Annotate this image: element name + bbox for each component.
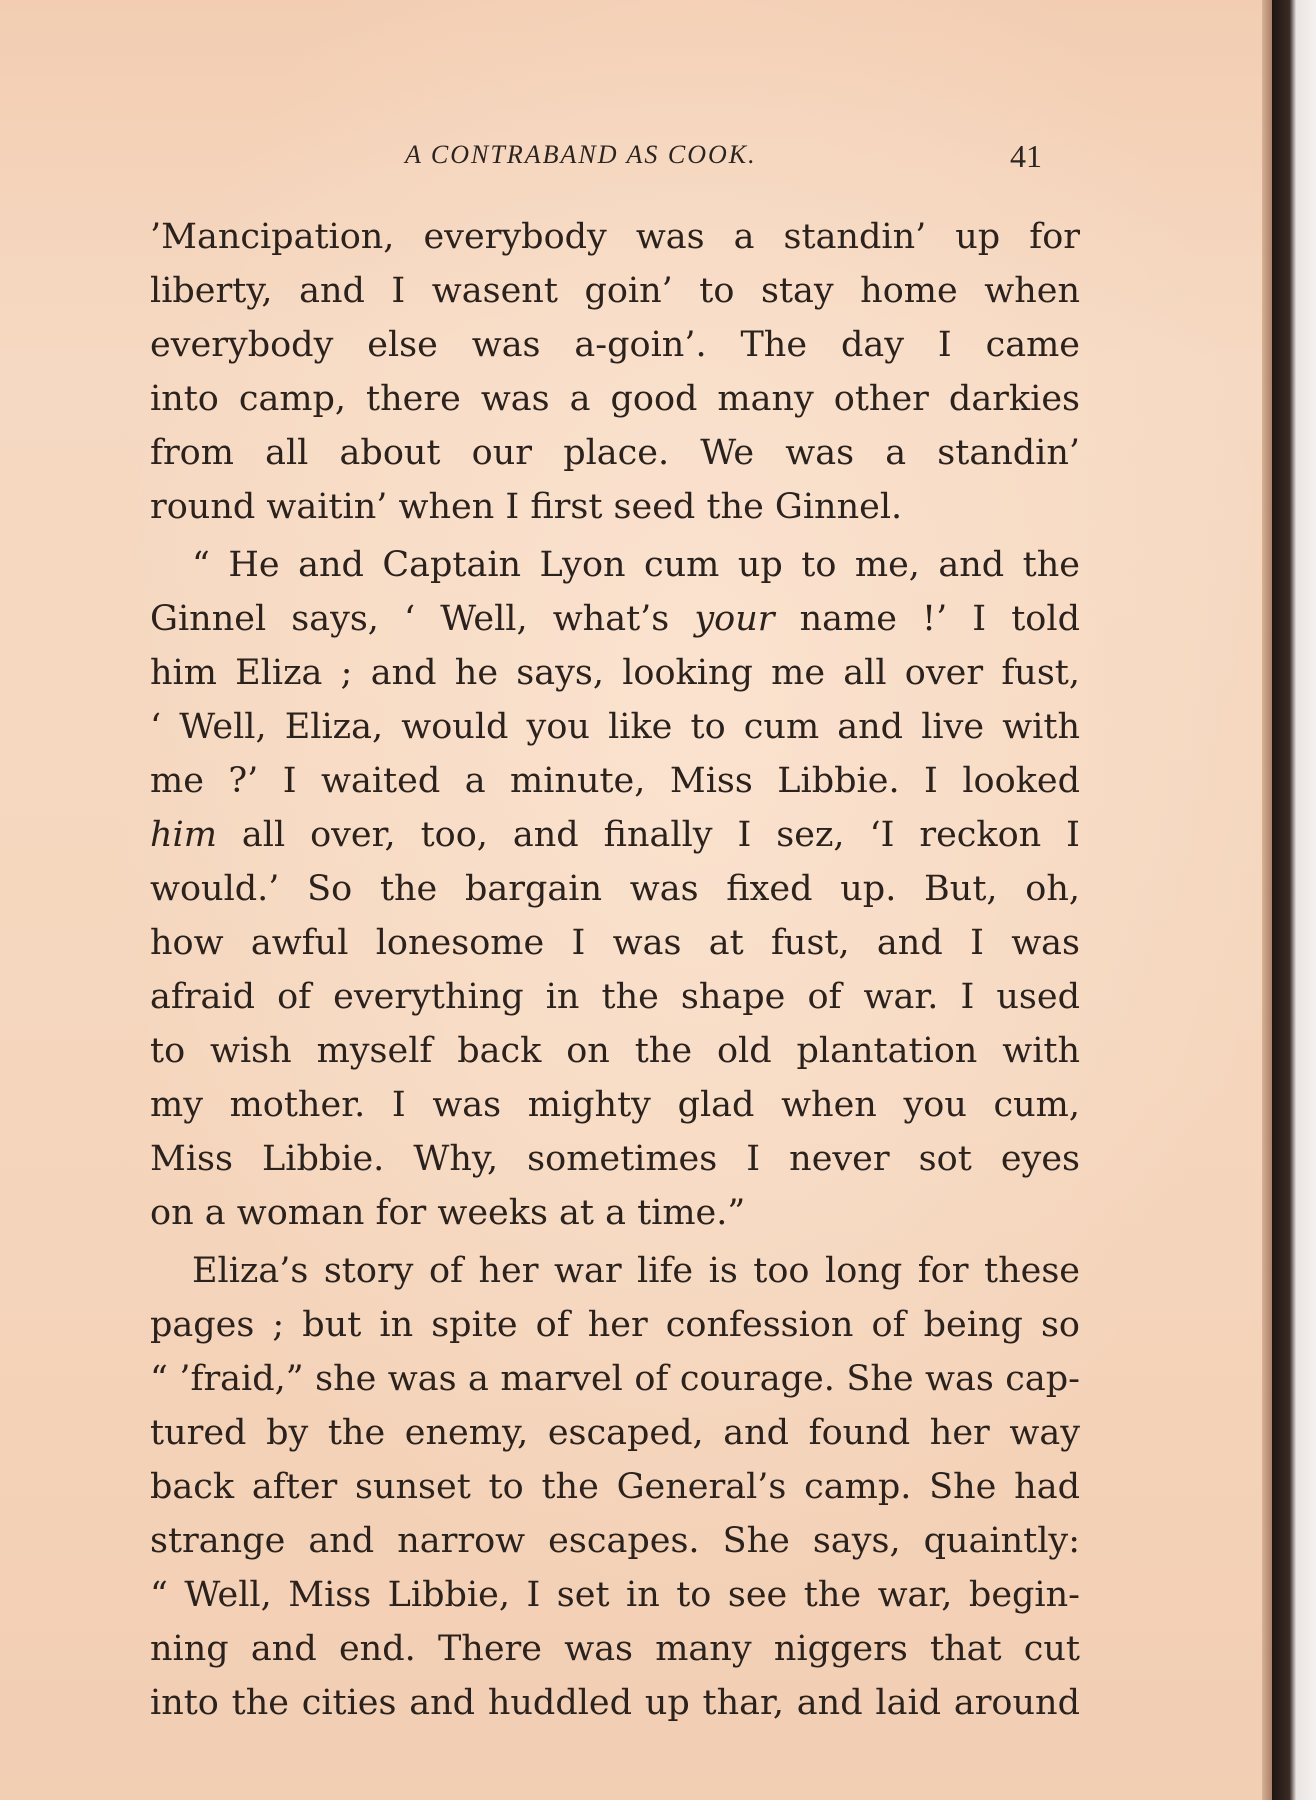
text-line: would.’ So the bargain was fixed up. But, oh,	[150, 869, 1080, 909]
text-line: to wish myself back on the old plantation with	[150, 1031, 1080, 1071]
text-line: into camp, there was a good many other darkies	[150, 379, 1080, 419]
text-line: afraid of everything in the shape of war. I used	[150, 977, 1080, 1017]
running-title: A CONTRABAND AS COOK.	[405, 140, 757, 169]
text-line: liberty, and I wasent goin’ to stay home when	[150, 271, 1080, 311]
text-line: on a woman for weeks at a time.”	[150, 1193, 746, 1233]
book-cover-edge	[1272, 0, 1316, 1800]
text-line: “ ’fraid,” she was a marvel of courage. She was cap-	[150, 1359, 1080, 1399]
text-line: how awful lonesome I was at fust, and I was	[150, 923, 1080, 963]
text-line: back after sunset to the General’s camp. She had	[150, 1467, 1080, 1507]
running-head	[150, 140, 1050, 180]
emphasis-text: your	[694, 599, 775, 639]
emphasis-text: him	[150, 815, 217, 855]
text-line	[150, 592, 1080, 646]
text-line: Eliza’s story of her war life is too long for these	[192, 1251, 1080, 1291]
text-line: Miss Libbie. Why, sometimes I never sot eyes	[150, 1139, 1080, 1179]
text-line: pages ; but in spite of her confession of being so	[150, 1305, 1080, 1345]
text-line: my mother. I was mighty glad when you cum,	[150, 1085, 1080, 1125]
page-edge	[1262, 0, 1272, 1800]
text-segment: name !’ I told	[799, 599, 1080, 639]
text-line: from all about our place. We was a standin’	[150, 433, 1080, 473]
text-line: into the cities and huddled up thar, and laid around	[150, 1683, 1080, 1723]
text-line: strange and narrow escapes. She says, quaintly:	[150, 1521, 1080, 1561]
page-number: 41	[1010, 138, 1042, 174]
text-line: everybody else was a-goin’. The day I came	[150, 325, 1080, 365]
body-text	[150, 210, 1080, 1730]
text-line: ning and end. There was many niggers that cut	[150, 1629, 1080, 1669]
text-segment: all over, too, and finally I sez, ‘I reckon I	[241, 815, 1080, 855]
text-line: “ He and Captain Lyon cum up to me, and the	[192, 545, 1080, 585]
text-line: ’Mancipation, everybody was a standin’ up for	[150, 217, 1080, 257]
text-line: tured by the enemy, escaped, and found her way	[150, 1413, 1080, 1453]
text-line: “ Well, Miss Libbie, I set in to see the war, begin-	[150, 1575, 1080, 1615]
text-line	[150, 808, 1080, 862]
text-line: me ?’ I waited a minute, Miss Libbie. I looked	[150, 761, 1080, 801]
text-line: ‘ Well, Eliza, would you like to cum and live with	[150, 707, 1080, 747]
text-line: him Eliza ; and he says, looking me all over fust,	[150, 653, 1080, 693]
text-segment: Ginnel says, ‘ Well, what’s	[150, 599, 670, 639]
text-line: round waitin’ when I first seed the Ginnel.	[150, 487, 903, 527]
